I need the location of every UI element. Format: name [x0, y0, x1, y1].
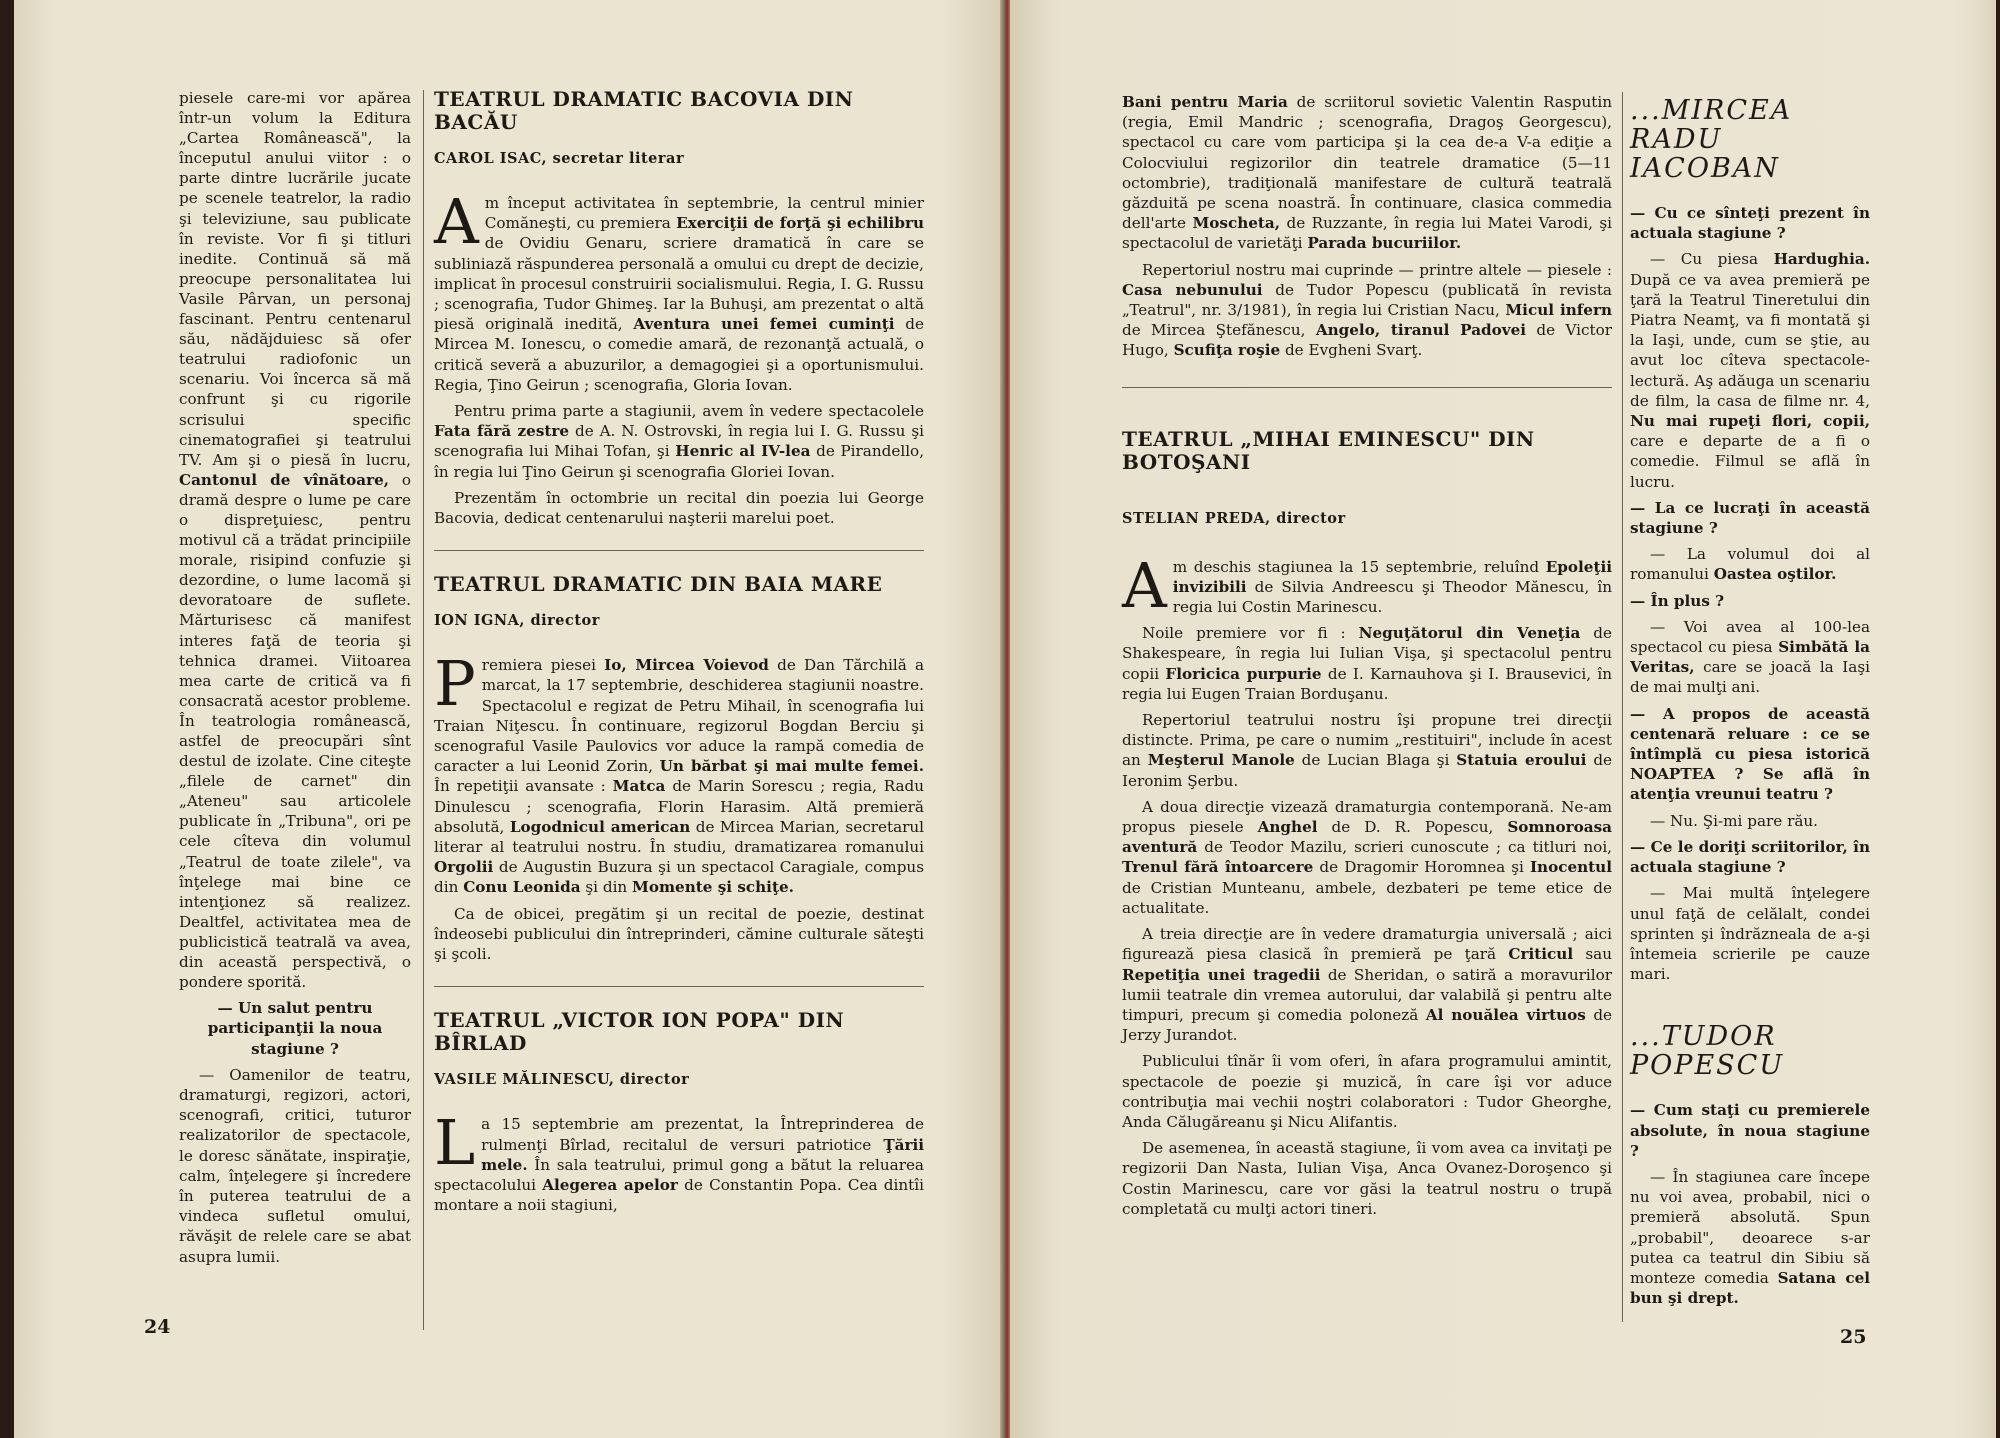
section-title: TEATRUL „VICTOR ION POPA" DIN BÎRLAD [434, 1008, 845, 1056]
paragraph: De asemenea, în această stagiune, îi vom avea ca invitaţi pe regizorii Dan Nasta, Iulian Vişa, Anca Ovanez-Doroşenco şi Costin Marinescu, care vor găsi la teatrul nostru o trupă completată cu mulţi actori tineri. [1122, 1139, 1612, 1218]
interview-question: — Cum staţi cu premierele absolute, în noua stagiune ? [1630, 1101, 1870, 1160]
interview-question: — A propos de această centenară reluare : ce se întîmplă cu piesa istorică NOAPTEA ? Se află în atenţia vreunui teatru ? [1630, 704, 1870, 804]
section-title: TEATRUL „MIHAI EMINESCU" DIN BOTOŞANI [1122, 426, 1535, 474]
interview-answer: — Mai multă înţelegere unul faţă de celălalt, condei sprinten şi îndrăzneala de a-şi întemeia scrierile pe cauze mari. [1630, 884, 1870, 984]
section-title: TEATRUL DRAMATIC DIN BAIA MARE [434, 572, 883, 597]
interview-answer: — Oamenilor de teatru, dramaturgi, regizori, actori, scenografi, critici, tuturor realizatorilor de spectacole, le doresc sănătate, inspiraţie, calm, înţelegere şi încredere în puterea teatrului de a vindeca sufletul omului, răvăşit de relele care se abat asupra lumii. [179, 1065, 411, 1266]
section-title: TEATRUL DRAMATIC BACOVIA DIN BACĂU [434, 87, 854, 134]
interviewee-name: ...MIRCEA RADU IACOBAN [1630, 95, 1793, 184]
interview-question: — La ce lucraţi în această stagiune ? [1630, 498, 1870, 538]
paragraph: Ca de obicei, pregătim şi un recital de poezie, destinat îndeosebi publicului din întreprinderi, cămine culturale săteşti şi şcoli. [434, 904, 924, 964]
interview-question: — Un salut pentru participanţii la noua stagiune ? [207, 999, 383, 1058]
right-page [1010, 0, 1996, 1438]
column-divider [1622, 92, 1623, 1322]
section-divider [434, 550, 924, 551]
section-byline: ION IGNA, director [434, 612, 600, 630]
drop-cap: A [1122, 548, 1167, 622]
drop-cap: A [434, 185, 479, 258]
section-byline: VASILE MĂLINESCU, director [434, 1071, 690, 1089]
interview-question: — În plus ? [1630, 591, 1725, 610]
column-divider [423, 90, 424, 1330]
page-number: 25 [1840, 1326, 1867, 1348]
page-number: 24 [144, 1316, 171, 1338]
section-divider [1122, 387, 1612, 388]
left-col-1 [179, 88, 411, 1273]
left-col-2: TEATRUL DRAMATIC BACOVIA DIN BACĂU CAROL ISAC, secretar literar Am început activitatea în septembrie, la centrul minier Comăneşti, cu premiera Exerciţii de forţă şi echilibru de Ovidiu Genaru, scriere dramatică în care se subliniază răspunderea personală a omului cu drept de decizie, implicat în procesul construirii socialismului. Regia, I. G. Russu ; scenografia, Tudor Ghimeş. Iar la Buhuşi, am prezentat o altă piesă originală inedită, Aventura unei femei cuminţi de Mircea M. Ionescu, o comedie amară, de rezonanţă actuală, o critică severă a abuzurilor, a demagogiei şi a oportunismului. Regia, Ţino Geirun ; scenografia, Gloria Iovan. Pentru prima parte a stagiunii, avem în vedere spectacolele Fata fără zestre de A. N. Ostrovski, în regia lui I. G. Russu şi scenografia lui Mihai Tofan, şi Henric al IV-lea de Pirandello, în regia lui Ţino Geirun şi scenografia Gloriei Iovan. Prezentăm în octombrie un recital din poezia lui George Bacovia, dedicat centenarului naşterii marelui poet. TEATRUL DRAMATIC DIN BAIA MARE ION IGNA, director Premiera piesei Io, Mircea Voievod de Dan Tărchilă a marcat, la 17 septembrie, deschiderea stagiunii noastre. Spectacolul e regizat de Petru Mihail, în scenografia lui Traian Niţescu. În continuare, regizorul Bogdan Berciu şi scenograful Vasile Paulovics vor aduce la rampă comedia de caracter a lui Leonid Zorin, Un bărbat şi mai multe femei. În repetiţii avansate : Matca de Marin Sorescu ; regia, Radu Dinulescu ; scenografia, Florin Harasim. Altă premieră absolută, Logodnicul american de Mircea Marian, secretarul literar al teatrului nostru. În studiu, dramatizarea romanului Orgolii de Augustin Buzura şi un spectacol Caragiale, compus din Conu Leonida şi din Momente şi schiţe. Ca de obicei, pregătim şi un recital de poezie, destinat îndeosebi publicului din întreprinderi, cămine culturale săteşti şi şcoli. TEATRUL „VICTOR ION POPA" DIN BÎRLAD VASILE MĂLINESCU, director La 15 septembrie am prezentat, la Întreprinderea de rulmenţi Bîrlad, recitalul de versuri patriotice Ţării mele. În sala teatrului, primul gong a bătut la reluarea spectacolului Alegerea apelor de Constantin Popa. Cea dintîi montare a noii stagiuni, [434, 87, 925, 1215]
right-col-1: Bani pentru Maria de scriitorul sovietic Valentin Rasputin (regia, Emil Mandric ; scenografia, Dragoş Georgescu), spectacol cu care vom participa şi la cea de-a V-a ediţie a Colocviului regizorilor din teatrele dramatice (5—11 octombrie), tradiţională manifestare de cultură teatrală găzduită pe scena noastră. În continuare, clasica commedia dell'arte Moscheta, de Ruzzante, în regia lui Matei Varodi, şi spectacolul de varietăţi Parada bucuriilor. Repertoriul nostru mai cuprinde — printre altele — piesele : Casa nebunului de Tudor Popescu (publicată în revista „Teatrul", nr. 3/1981), în regia lui Cristian Nacu, Micul infern de Mircea Ştefănescu, Angelo, tiranul Padovei de Victor Hugo, Scufiţa roşie de Evgheni Svarţ. TEATRUL „MIHAI EMINESCU" DIN BOTOŞANI STELIAN PREDA, director Am deschis stagiunea la 15 septembrie, reluînd Epoleţii invizibili de Silvia Andreescu şi Theodor Mănescu, în regia lui Costin Marinescu. Noile premiere vor fi : Neguţătorul din Veneţia de Shakespeare, în regia lui Iulian Vişa, şi spectacolul pentru copii Floricica purpurie de I. Karnauhova şi I. Brausevici, în regia lui Eugen Traian Borduşanu. Repertoriul teatrului nostru îşi propune trei direcţii distincte. Prima, pe care o numim „restituiri", include în acest an Meşterul Manole de Lucian Blaga şi Statuia eroului de Ieronim Şerbu. A doua direcţie vizează dramaturgia contemporană. Ne-am propus piesele Anghel de D. R. Popescu, Somnoroasa aventură de Teodor Mazilu, scrieri cunoscute ; ca titluri noi, Trenul fără întoarcere de Dragomir Horomnea şi Inocentul de Cristian Munteanu, ambele, dezbateri pe teme etice de actualitate. A treia direcţie are în vedere dramaturgia universală ; aici figurează piesa clasică în premieră pe ţară Criticul sau Repetiţia unei tragedii de Sheridan, o satiră a moravurilor lumii teatrale din vremea autorului, dar valabilă şi pentru alte timpuri, precum şi comedia poloneză Al nouălea virtuos de Jerzy Jurandot. Publicului tînăr îi vom oferi, în afara programului amintit, spectacole de poezie şi muzică, în care îşi vor aduce contribuţia mai vechii noştri colaboratori : Tudor Gheorghe, Anda Călugăreanu şi Nicu Alifantis. De asemenea, în această stagiune, îi vom avea ca invitaţi pe regizorii Dan Nasta, Iulian Vişa, Anca Ovanez-Doroşenco şi Costin Marinescu, care vor găsi la teatrul nostru o trupă completată cu mulţi actori tineri. [1122, 93, 1613, 1218]
interview-question: — Ce le doriţi scriitorilor, în actuala stagiune ? [1630, 837, 1870, 877]
interview-question: — Cu ce sînteţi prezent în actuala stagiune ? [1630, 204, 1870, 243]
paragraph: Prezentăm în octombrie un recital din poezia lui George Bacovia, dedicat centenarului naşterii marelui poet. [434, 488, 924, 528]
text: piesele care-mi vor apărea într-un volum la Editura „Cartea Românească", la începutul anului viitor : o parte dintre lucrările jucate pe scenele teatrelor, la radio şi televiziune, sau publicate în reviste. Vor fi şi titluri inedite. Continuă să mă preocupe personalitatea lui Vasile Pârvan, un personaj fascinant. Pentru centenarul său, nădăjduiesc să ofer teatrului radiofonic un scenariu. Voi încerca să mă confrunt şi cu rigorile scrisului specific cinematografiei şi teatrului TV. Am şi o piesă în lucru, [179, 89, 411, 469]
text: o dramă despre o lume pe care o dispreţuiesc, pentru motivul că a trădat principiile morale, risipind confuzie şi dezordine, o lume lacomă şi devoratoare de suflete. Mărturisesc că manifest interes faţă de teoria şi tehnica dramei. Viitoarea mea carte de critică va fi consacrată acestor probleme. În teatrologia românească, astfel de preocupări sînt destul de izolate. Cine citeşte „filele de carnet" din „Ateneu" sau articolele publicate în „Tribuna", ori pe cele cîteva din volumul „Teatrul de toate zilele", va înţelege mai bine ce intenţionez să realizez. Dealtfel, activitatea mea de publicistică teatrală va avea, din această perspectivă, o pondere sporită. [179, 470, 411, 992]
section-byline: STELIAN PREDA, director [1122, 509, 1346, 527]
drop-cap: P [434, 647, 476, 721]
play-title: Cantonul de vînătoare, [179, 470, 390, 489]
interview-answer: — Nu. Şi-mi pare rău. [1650, 811, 1818, 830]
paragraph: Publicului tînăr îi vom oferi, în afara programului amintit, spectacole de poezie şi muzică, în care îşi vor aduce contribuţia mai vechii noştri colaboratori : Tudor Gheorghe, Anda Călugăreanu şi Nicu Alifantis. [1122, 1052, 1612, 1131]
drop-cap: L [434, 1106, 476, 1180]
section-divider [434, 986, 924, 987]
right-col-2: ...MIRCEA RADU IACOBAN — Cu ce sînteţi prezent în actuala stagiune ? — Cu piesa Hardughia. După ce va avea premieră pe ţară la Teatrul Tineretului din Piatra Neamţ, va fi montată şi la Iaşi, unde, cum se ştie, au avut loc cîteva spectacole-lectură. Aş adăuga un scenariu de film, la casa de filme nr. 4, Nu mai rupeţi flori, copii, care e departe de a fi o comedie. Filmul se află în lucru. — La ce lucraţi în această stagiune ? — La volumul doi al romanului Oastea oştilor. — În plus ? — Voi avea al 100-lea spectacol cu piesa Simbătă la Veritas, care se joacă la Iaşi de mai mulţi ani. — A propos de această centenară reluare : ce se întîmplă cu piesa istorică NOAPTEA ? Se află în atenţia vreunui teatru ? — Nu. Şi-mi pare rău. — Ce le doriţi scriitorilor, în actuala stagiune ? — Mai multă înţelegere unul faţă de celălalt, condei sprinten şi îndrăzneala de a-şi întemeia scrierile pe cauze mari. ...TUDOR POPESCU — Cum staţi cu premierele absolute, în noua stagiune ? — În stagiunea care începe nu voi avea, probabil, nici o premieră absolută. Spun „probabil", deoarece s-ar putea ca teatrul din Sibiu să monteze comedia Satana cel bun şi drept. [1630, 95, 1871, 1308]
section-byline: CAROL ISAC, secretar literar [434, 150, 685, 167]
left-page [14, 0, 1002, 1438]
interviewee-name: ...TUDOR POPESCU [1630, 1021, 1785, 1082]
